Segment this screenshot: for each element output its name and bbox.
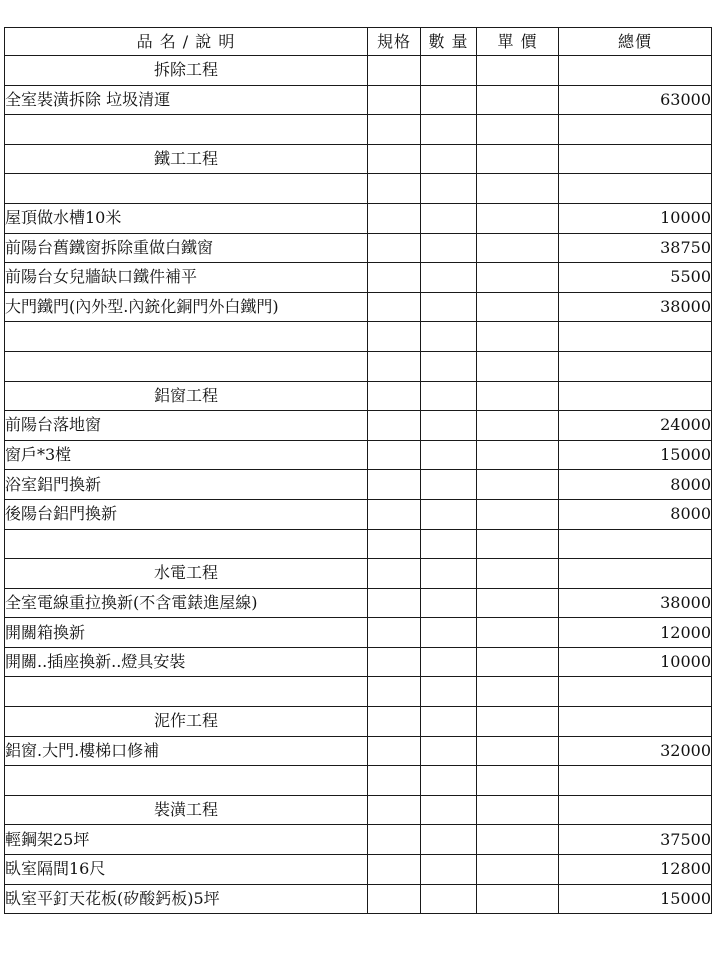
- item-name: 後陽台鋁門換新: [5, 499, 368, 529]
- quantity-cell: [421, 677, 477, 707]
- item-name: [5, 677, 368, 707]
- total-cell: 63000: [559, 85, 712, 115]
- spec-cell: [368, 795, 421, 825]
- table-row: [5, 263, 712, 293]
- unit-price-cell: [477, 233, 559, 263]
- total-cell: 38000: [559, 292, 712, 322]
- item-name: 鋁窗.大門.樓梯口修補: [5, 736, 368, 766]
- spec-cell: [368, 174, 421, 204]
- total-cell: 10000: [559, 203, 712, 233]
- quantity-cell: [421, 884, 477, 914]
- table-row: [5, 203, 712, 233]
- table-row: [5, 233, 712, 263]
- quantity-cell: [421, 85, 477, 115]
- section-title: 拆除工程: [5, 56, 368, 86]
- total-cell: [559, 529, 712, 559]
- spec-cell: [368, 559, 421, 589]
- spec-cell: [368, 440, 421, 470]
- item-name: 大門鐵門(內外型.內銃化銅門外白鐵門): [5, 292, 368, 322]
- blank-row: [5, 322, 712, 352]
- item-name: 臥室隔間16尺: [5, 855, 368, 885]
- item-name: 前陽台舊鐵窗拆除重做白鐵窗: [5, 233, 368, 263]
- unit-price-cell: [477, 499, 559, 529]
- spec-cell: [368, 529, 421, 559]
- spec-cell: [368, 618, 421, 648]
- blank-row: [5, 115, 712, 145]
- unit-price-cell: [477, 736, 559, 766]
- total-cell: 24000: [559, 411, 712, 441]
- spec-cell: [368, 825, 421, 855]
- unit-price-cell: [477, 381, 559, 411]
- spec-cell: [368, 588, 421, 618]
- quantity-cell: [421, 559, 477, 589]
- total-cell: [559, 381, 712, 411]
- quantity-cell: [421, 499, 477, 529]
- total-cell: 10000: [559, 647, 712, 677]
- header-row: [5, 28, 712, 56]
- unit-price-cell: [477, 647, 559, 677]
- quantity-cell: [421, 322, 477, 352]
- table-row: [5, 736, 712, 766]
- unit-price-cell: [477, 559, 559, 589]
- unit-price-cell: [477, 855, 559, 885]
- quantity-cell: [421, 440, 477, 470]
- quantity-cell: [421, 381, 477, 411]
- spec-cell: [368, 411, 421, 441]
- item-name: 開關箱換新: [5, 618, 368, 648]
- section-title: 水電工程: [5, 559, 368, 589]
- blank-row: [5, 174, 712, 204]
- spec-cell: [368, 677, 421, 707]
- blank-row: [5, 351, 712, 381]
- item-name: 窗戶*3樘: [5, 440, 368, 470]
- unit-price-cell: [477, 766, 559, 796]
- blank-row: [5, 529, 712, 559]
- total-cell: [559, 795, 712, 825]
- total-cell: [559, 144, 712, 174]
- unit-price-cell: [477, 884, 559, 914]
- section-title: 鋁窗工程: [5, 381, 368, 411]
- spec-cell: [368, 707, 421, 737]
- total-cell: 12800: [559, 855, 712, 885]
- quantity-cell: [421, 707, 477, 737]
- item-name: 臥室平釘天花板(矽酸鈣板)5坪: [5, 884, 368, 914]
- section-row: [5, 144, 712, 174]
- spec-cell: [368, 351, 421, 381]
- spec-cell: [368, 766, 421, 796]
- unit-price-cell: [477, 115, 559, 145]
- table-row: [5, 618, 712, 648]
- table-row: [5, 499, 712, 529]
- unit-price-cell: [477, 618, 559, 648]
- table-row: [5, 588, 712, 618]
- section-row: [5, 559, 712, 589]
- total-cell: [559, 559, 712, 589]
- quantity-cell: [421, 233, 477, 263]
- header-quantity: 數 量: [421, 28, 477, 56]
- total-cell: 15000: [559, 440, 712, 470]
- spec-cell: [368, 292, 421, 322]
- quantity-cell: [421, 470, 477, 500]
- unit-price-cell: [477, 677, 559, 707]
- table-row: [5, 884, 712, 914]
- table-row: [5, 411, 712, 441]
- quantity-cell: [421, 766, 477, 796]
- spec-cell: [368, 263, 421, 293]
- unit-price-cell: [477, 440, 559, 470]
- quantity-cell: [421, 115, 477, 145]
- unit-price-cell: [477, 56, 559, 86]
- spec-cell: [368, 203, 421, 233]
- total-cell: 37500: [559, 825, 712, 855]
- unit-price-cell: [477, 707, 559, 737]
- quantity-cell: [421, 529, 477, 559]
- spec-cell: [368, 85, 421, 115]
- quantity-cell: [421, 292, 477, 322]
- header-total-price: 總價: [559, 28, 712, 56]
- total-cell: [559, 174, 712, 204]
- section-title: 裝潢工程: [5, 795, 368, 825]
- section-row: [5, 381, 712, 411]
- total-cell: 15000: [559, 884, 712, 914]
- item-name: [5, 115, 368, 145]
- unit-price-cell: [477, 322, 559, 352]
- spec-cell: [368, 884, 421, 914]
- total-cell: 38000: [559, 588, 712, 618]
- section-row: [5, 795, 712, 825]
- quantity-cell: [421, 855, 477, 885]
- quantity-cell: [421, 56, 477, 86]
- item-name: 開關..插座換新..燈具安裝: [5, 647, 368, 677]
- header-item-description: 品 名 / 說 明: [5, 28, 368, 56]
- spec-cell: [368, 499, 421, 529]
- quantity-cell: [421, 647, 477, 677]
- item-name: 屋頂做水槽10米: [5, 203, 368, 233]
- table-row: [5, 440, 712, 470]
- quantity-cell: [421, 825, 477, 855]
- total-cell: [559, 56, 712, 86]
- blank-row: [5, 766, 712, 796]
- unit-price-cell: [477, 470, 559, 500]
- spec-cell: [368, 144, 421, 174]
- total-cell: 5500: [559, 263, 712, 293]
- table-row: [5, 647, 712, 677]
- quantity-cell: [421, 144, 477, 174]
- quantity-cell: [421, 203, 477, 233]
- quantity-cell: [421, 795, 477, 825]
- section-title: 泥作工程: [5, 707, 368, 737]
- quantity-cell: [421, 618, 477, 648]
- total-cell: 8000: [559, 470, 712, 500]
- unit-price-cell: [477, 588, 559, 618]
- unit-price-cell: [477, 292, 559, 322]
- quantity-cell: [421, 174, 477, 204]
- unit-price-cell: [477, 825, 559, 855]
- section-title: 鐵工工程: [5, 144, 368, 174]
- spec-cell: [368, 115, 421, 145]
- unit-price-cell: [477, 795, 559, 825]
- total-cell: 8000: [559, 499, 712, 529]
- blank-row: [5, 677, 712, 707]
- unit-price-cell: [477, 351, 559, 381]
- item-name: [5, 351, 368, 381]
- table-row: [5, 470, 712, 500]
- item-name: 全室裝潢拆除 垃圾清運: [5, 85, 368, 115]
- total-cell: [559, 115, 712, 145]
- total-cell: [559, 766, 712, 796]
- section-row: [5, 56, 712, 86]
- item-name: 浴室鋁門換新: [5, 470, 368, 500]
- total-cell: [559, 351, 712, 381]
- section-row: [5, 707, 712, 737]
- item-name: [5, 174, 368, 204]
- item-name: [5, 529, 368, 559]
- spec-cell: [368, 233, 421, 263]
- table-row: [5, 85, 712, 115]
- spec-cell: [368, 381, 421, 411]
- item-name: 前陽台女兒牆缺口鐵件補平: [5, 263, 368, 293]
- quantity-cell: [421, 736, 477, 766]
- quotation-table: [4, 27, 712, 914]
- unit-price-cell: [477, 529, 559, 559]
- header-unit-price: 單 價: [477, 28, 559, 56]
- total-cell: 12000: [559, 618, 712, 648]
- spec-cell: [368, 855, 421, 885]
- table-row: [5, 292, 712, 322]
- table-body: [5, 56, 712, 914]
- header-spec: 規格: [368, 28, 421, 56]
- unit-price-cell: [477, 203, 559, 233]
- total-cell: 32000: [559, 736, 712, 766]
- item-name: [5, 766, 368, 796]
- unit-price-cell: [477, 263, 559, 293]
- quantity-cell: [421, 588, 477, 618]
- quantity-cell: [421, 411, 477, 441]
- table-row: [5, 855, 712, 885]
- spec-cell: [368, 647, 421, 677]
- item-name: [5, 322, 368, 352]
- unit-price-cell: [477, 411, 559, 441]
- quantity-cell: [421, 263, 477, 293]
- unit-price-cell: [477, 144, 559, 174]
- unit-price-cell: [477, 85, 559, 115]
- spec-cell: [368, 736, 421, 766]
- total-cell: [559, 707, 712, 737]
- total-cell: 38750: [559, 233, 712, 263]
- spec-cell: [368, 322, 421, 352]
- table-row: [5, 825, 712, 855]
- spec-cell: [368, 470, 421, 500]
- quantity-cell: [421, 351, 477, 381]
- total-cell: [559, 322, 712, 352]
- item-name: 全室電線重拉換新(不含電錶進屋線): [5, 588, 368, 618]
- spec-cell: [368, 56, 421, 86]
- unit-price-cell: [477, 174, 559, 204]
- item-name: 前陽台落地窗: [5, 411, 368, 441]
- total-cell: [559, 677, 712, 707]
- item-name: 輕鋼架25坪: [5, 825, 368, 855]
